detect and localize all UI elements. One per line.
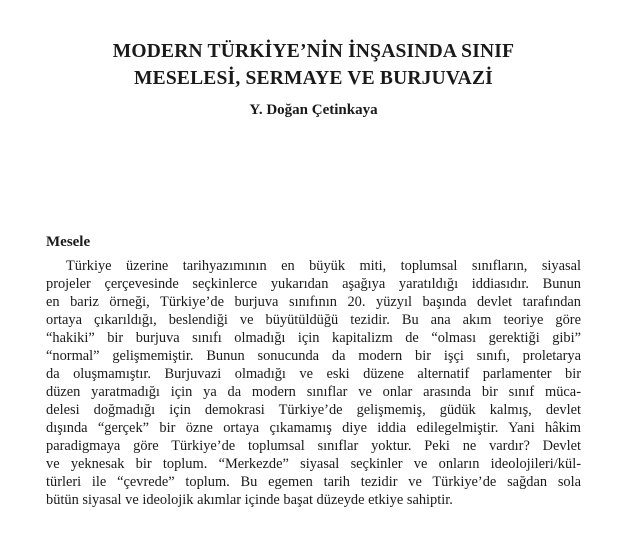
paragraph-line: “hakiki” bir burjuva sınıfı olmadığı için kapitalizm de “olması gerektiği gibi” — [46, 330, 581, 346]
article-title — [0, 38, 627, 92]
paragraph-line: ortaya çıkarıldığı, beslendiği ve büyütüldüğü tezidir. Bu ana akım teoriye göre — [46, 312, 581, 328]
paragraph-line: “normal” gelişmemiştir. Bunun sonucunda da modern bir işçi sınıfı, proletarya — [46, 348, 581, 364]
paragraph-line: en bariz örneği, Türkiye’de burjuva sınıfının 20. yüzyıl başında devlet tarafından — [46, 294, 581, 310]
paragraph-line: türleri ile “çevrede” toplum. Bu egemen tarih tezidir ve Türkiye’de sağdan sola — [46, 474, 581, 490]
paragraph-line: da oluşmamıştır. Burjuvazi olmadığı ve eski düzene alternatif parlamenter bir — [46, 366, 581, 382]
title-line-2: MESELESİ, SERMAYE VE BURJUVAZİ — [134, 68, 493, 89]
section-heading: Mesele — [46, 234, 91, 250]
title-line-1: MODERN TÜRKİYE’NİN İNŞASINDA SINIF — [112, 41, 515, 62]
paragraph-line: paradigmaya göre Türkiye’de toplumsal sınıflar yoktur. Peki ne vardır? Devlet — [46, 438, 581, 454]
paragraph-line: delesi doğmadığı için demokrasi Türkiye’de gelişmemiş, güdük kalmış, devlet — [46, 402, 581, 418]
author-name: Y. Doğan Çetinkaya — [249, 102, 378, 118]
paragraph-line: Türkiye üzerine tarihyazımının en büyük miti, toplumsal sınıfların, siyasal — [66, 258, 581, 274]
paragraph — [46, 257, 581, 509]
paragraph-line: bütün siyasal ve ideolojik akımlar içinde başat düzeyde etkiye sahiptir. — [46, 492, 453, 508]
paragraph-line: dışında “gerçek” bir özne ortaya çıkamamış diye iddia edilegelmiştir. Yani hâkim — [46, 420, 581, 436]
paragraph-line: düzen yaratmadığı için ya da modern sınıflar ve onlar arasında bir sınıf müca- — [46, 384, 581, 400]
paragraph-line: ve yeknesak bir toplum. “Merkezde” siyasal seçkinler ve onların ideolojileri/kül- — [46, 456, 581, 472]
paragraph-line: projeler çerçevesinde seçkinlerce yukarıdan aşağıya yaratıldığı iddiasıdır. Bunun — [46, 276, 581, 292]
